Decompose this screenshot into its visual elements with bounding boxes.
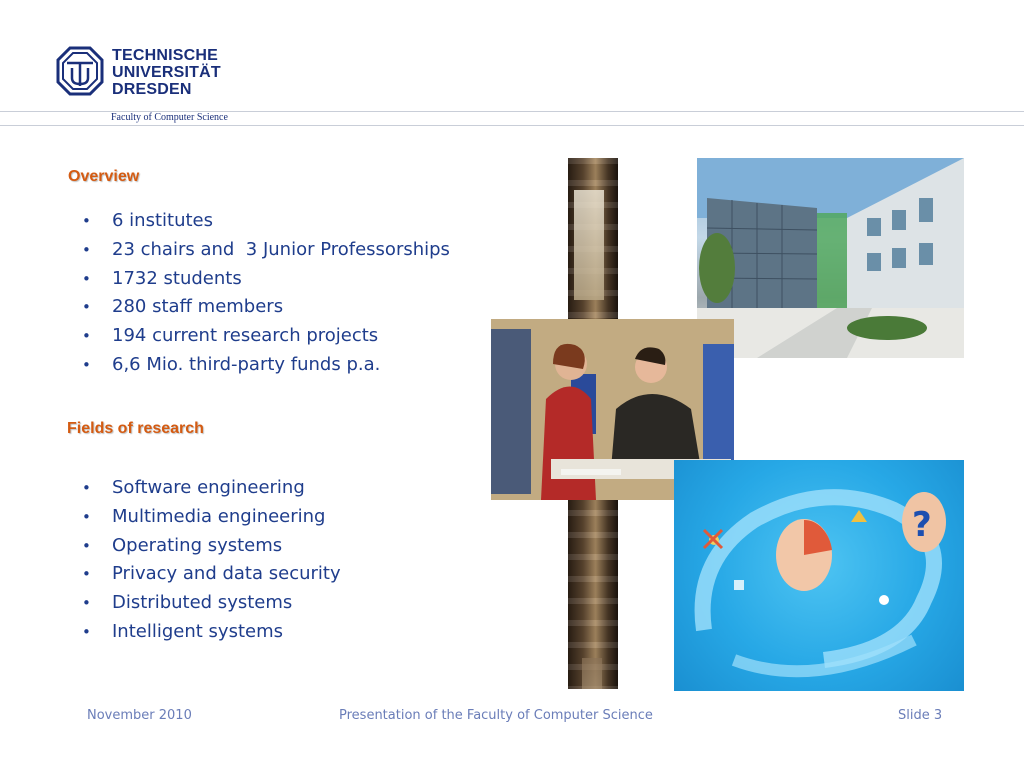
research-list [82, 474, 341, 647]
overview-heading: Overview [68, 168, 140, 185]
svg-text:?: ? [912, 505, 932, 545]
footer-date: November 2010 [87, 708, 192, 723]
research-heading: Fields of research [67, 420, 204, 437]
research-diagram-image [674, 460, 964, 691]
list-item: • Software engineering [82, 474, 341, 503]
list-item-text: Software engineering [112, 477, 305, 498]
list-item-text: 280 staff members [112, 296, 284, 318]
header-rule-bottom [0, 125, 1024, 126]
list-item-text: 1732 students [112, 267, 242, 289]
list-item-text: 194 current research projects [112, 325, 379, 347]
list-item: • Distributed systems [82, 589, 341, 618]
logo-line-2: UNIVERSITÄT [112, 64, 221, 81]
logo-wordmark [112, 47, 221, 98]
list-item-text: Privacy and data security [112, 563, 341, 585]
building-photo [697, 158, 964, 358]
list-item: • 1732 students [82, 265, 450, 294]
list-item-text: Distributed systems [112, 592, 293, 614]
list-item-text: 23 chairs and 3 Junior Professorships [112, 238, 450, 260]
list-item: • 6,6 Mio. third-party funds p.a. [82, 351, 450, 380]
list-item: • Privacy and data security [82, 560, 341, 589]
list-item: • 23 chairs and 3 Junior Professorships [82, 236, 450, 265]
list-item-text: Operating systems [112, 534, 283, 556]
logo-line-1: TECHNISCHE [112, 47, 219, 64]
list-item: • Intelligent systems [82, 618, 341, 647]
footer-title: Presentation of the Faculty of Computer Science [339, 708, 653, 723]
list-item-text: 6,6 Mio. third-party funds p.a. [112, 353, 381, 375]
faculty-label: Faculty of Computer Science [111, 112, 228, 123]
list-item: • 280 staff members [82, 293, 450, 322]
list-item: • 6 institutes [82, 207, 450, 236]
list-item-text: 6 institutes [112, 210, 213, 231]
tu-dresden-logo [56, 46, 221, 98]
list-item-text: Intelligent systems [112, 620, 283, 642]
list-item: • Operating systems [82, 532, 341, 561]
tu-dresden-emblem-icon [56, 46, 104, 96]
slide-number: Slide 3 [898, 708, 943, 723]
logo-line-3: DRESDEN [112, 81, 192, 98]
list-item: • Multimedia engineering [82, 503, 341, 532]
overview-list [82, 207, 450, 380]
list-item: • 194 current research projects [82, 322, 450, 351]
list-item-text: Multimedia engineering [112, 505, 326, 527]
